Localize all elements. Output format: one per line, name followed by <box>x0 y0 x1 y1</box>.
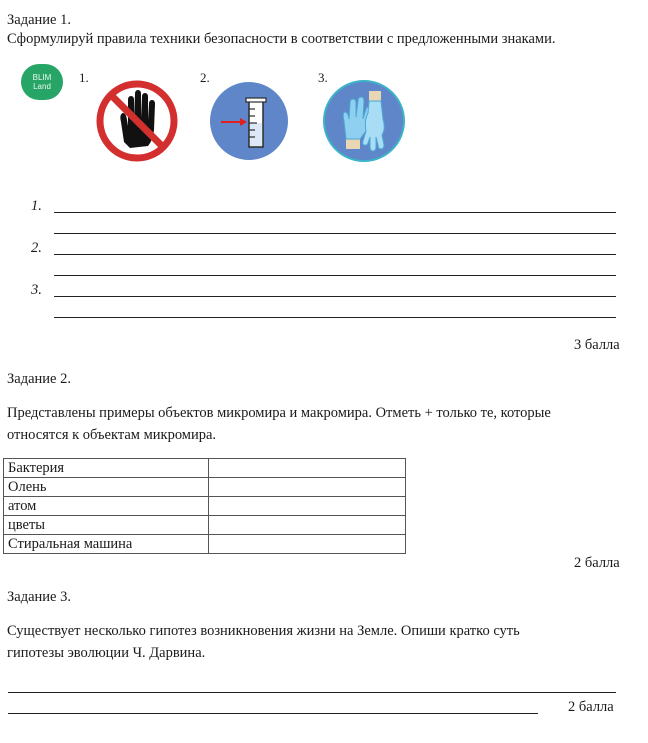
answer-line[interactable] <box>54 254 616 255</box>
answer-line[interactable] <box>54 296 616 297</box>
task2-instruction-line2: относятся к объектам микромира. <box>7 427 217 443</box>
task3-title: Задание 3. <box>7 589 71 605</box>
task3-instruction-line1: Существует несколько гипотез возникновения жизни на Земле. Опиши кратко суть <box>7 623 520 639</box>
measuring-cylinder-icon <box>207 79 291 163</box>
task2-title: Задание 2. <box>7 371 71 387</box>
table-row <box>4 459 406 478</box>
answer-line[interactable] <box>8 692 616 693</box>
sign-label-2: 2. <box>200 70 210 85</box>
gloves-icon <box>322 79 406 163</box>
sign-label-3: 3. <box>318 70 328 85</box>
answer-line[interactable] <box>54 317 616 318</box>
table-row <box>4 478 406 497</box>
task1-title: Задание 1. <box>7 12 71 28</box>
no-touch-hand-icon <box>94 78 180 164</box>
table-row <box>4 516 406 535</box>
mark-cell[interactable] <box>209 516 406 535</box>
answer-number-1: 1. <box>31 198 42 214</box>
table-row <box>4 497 406 516</box>
micro-objects-table <box>3 458 406 554</box>
task1-instruction: Сформулируй правила техники безопасности в соответствии с предложенными знаками. <box>7 31 556 47</box>
task2-instruction-line1: Представлены примеры объектов микромира и макромира. Отметь + только те, которые <box>7 405 551 421</box>
mark-cell[interactable] <box>209 535 406 554</box>
answer-number-3: 3. <box>31 282 42 298</box>
object-name: атом <box>4 497 209 516</box>
task2-points: 2 балла <box>574 555 620 571</box>
mark-cell[interactable] <box>209 497 406 516</box>
sign-label-1: 1. <box>79 70 89 85</box>
task3-instruction-line2: гипотезы эволюции Ч. Дарвина. <box>7 645 206 661</box>
task1-points: 3 балла <box>574 337 620 353</box>
table-row <box>4 535 406 554</box>
object-name: Бактерия <box>4 459 209 478</box>
answer-line[interactable] <box>8 713 538 714</box>
mark-cell[interactable] <box>209 478 406 497</box>
answer-line[interactable] <box>54 233 616 234</box>
task3-points: 2 балла <box>568 699 614 715</box>
answer-line[interactable] <box>54 275 616 276</box>
object-name: цветы <box>4 516 209 535</box>
answer-number-2: 2. <box>31 240 42 256</box>
mark-cell[interactable] <box>209 459 406 478</box>
object-name: Олень <box>4 478 209 497</box>
answer-line[interactable] <box>54 212 616 213</box>
object-name: Стиральная машина <box>4 535 209 554</box>
blim-land-logo: BLIM Land <box>21 64 63 100</box>
